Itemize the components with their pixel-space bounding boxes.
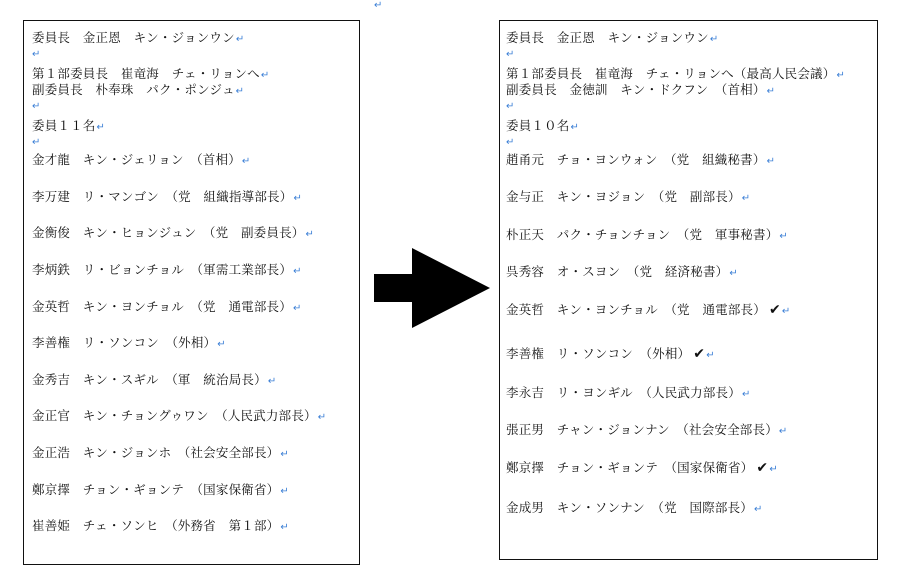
checkmark-icon: ✔ (756, 460, 769, 476)
after-roster-panel (499, 20, 878, 560)
member-line: 張正男 チャン・ジョンナン （社会安全部長）↵ (506, 422, 788, 437)
member-line: 金正浩 キン・ジョンホ （社会安全部長）↵ (32, 445, 289, 460)
member-line: 金衡俊 キン・ヒョンジュン （党 副委員長）↵ (32, 225, 315, 240)
member-line: 金英哲 キン・ヨンチョル （党 通電部長）↵ (32, 299, 302, 314)
member-line: 鄭京擇 チョン・ギョンテ （国家保衛省）↵ (32, 482, 289, 497)
before-roster-panel (23, 20, 360, 565)
member-line: 朴正天 パク・チョンチョン （党 軍事秘書）↵ (506, 227, 788, 242)
member-line: 李永吉 リ・ヨンギル （人民武力部長）↵ (506, 385, 751, 400)
paragraph-mark-icon: ↵ (374, 0, 383, 11)
checkmark-icon: ✔ (693, 346, 706, 362)
member-line: 李善権 リ・ソンコン （外相）↵ (32, 335, 226, 350)
paragraph-mark-icon: ↵ (32, 49, 41, 60)
chairman-line: 委員長 金正恩 キン・ジョンウン↵ (506, 30, 719, 45)
member-line: 金与正 キン・ヨジョン （党 副部長）↵ (506, 189, 751, 204)
paragraph-mark-icon: ↵ (32, 101, 41, 112)
vice-chairman-line: 副委員長 金徳訓 キン・ドクフン （首相）↵ (506, 82, 776, 97)
member-line: 呉秀容 オ・スヨン （党 経済秘書）↵ (506, 264, 738, 279)
member-line: 金英哲 キン・ヨンチョル （党 通電部長） ✔↵ (506, 302, 791, 318)
member-line: 鄭京擇 チョン・ギョンテ （国家保衛省） ✔↵ (506, 460, 778, 476)
first-vice-chairman-line: 第１部委員長 崔竜海 チェ・リョンへ↵ (32, 66, 270, 81)
member-count-line: 委員１１名↵ (32, 118, 106, 133)
member-line: 李善権 リ・ソンコン （外相） ✔↵ (506, 346, 715, 362)
member-line: 李万建 リ・マンゴン （党 組織指導部長）↵ (32, 189, 303, 204)
member-line: 崔善姫 チェ・ソンヒ （外務省 第１部）↵ (32, 518, 289, 533)
member-line: 金正官 キン・チョングゥワン （人民武力部長）↵ (32, 408, 327, 423)
member-line: 李炳鉄 リ・ビョンチョル （軍需工業部長）↵ (32, 262, 302, 277)
first-vice-chairman-line: 第１部委員長 崔竜海 チェ・リョンへ（最高人民会議）↵ (506, 66, 846, 81)
member-line: 趙甬元 チョ・ヨンウォン （党 組織秘書）↵ (506, 152, 776, 167)
vice-chairman-line: 副委員長 朴奉珠 パク・ポンジュ↵ (32, 82, 245, 97)
checkmark-icon: ✔ (768, 302, 781, 318)
right-arrow-icon (374, 248, 490, 328)
paragraph-mark-icon: ↵ (506, 101, 515, 112)
paragraph-mark-icon: ↵ (32, 137, 41, 148)
member-line: 金秀吉 キン・スギル （軍 統治局長）↵ (32, 372, 277, 387)
paragraph-mark-icon: ↵ (506, 137, 515, 148)
member-count-line: 委員１０名↵ (506, 118, 580, 133)
paragraph-mark-icon: ↵ (506, 49, 515, 60)
chairman-line: 委員長 金正恩 キン・ジョンウン↵ (32, 30, 245, 45)
member-line: 金成男 キン・ソンナン （党 国際部長）↵ (506, 500, 763, 515)
member-line: 金才龍 キン・ジェリョン （首相）↵ (32, 152, 251, 167)
